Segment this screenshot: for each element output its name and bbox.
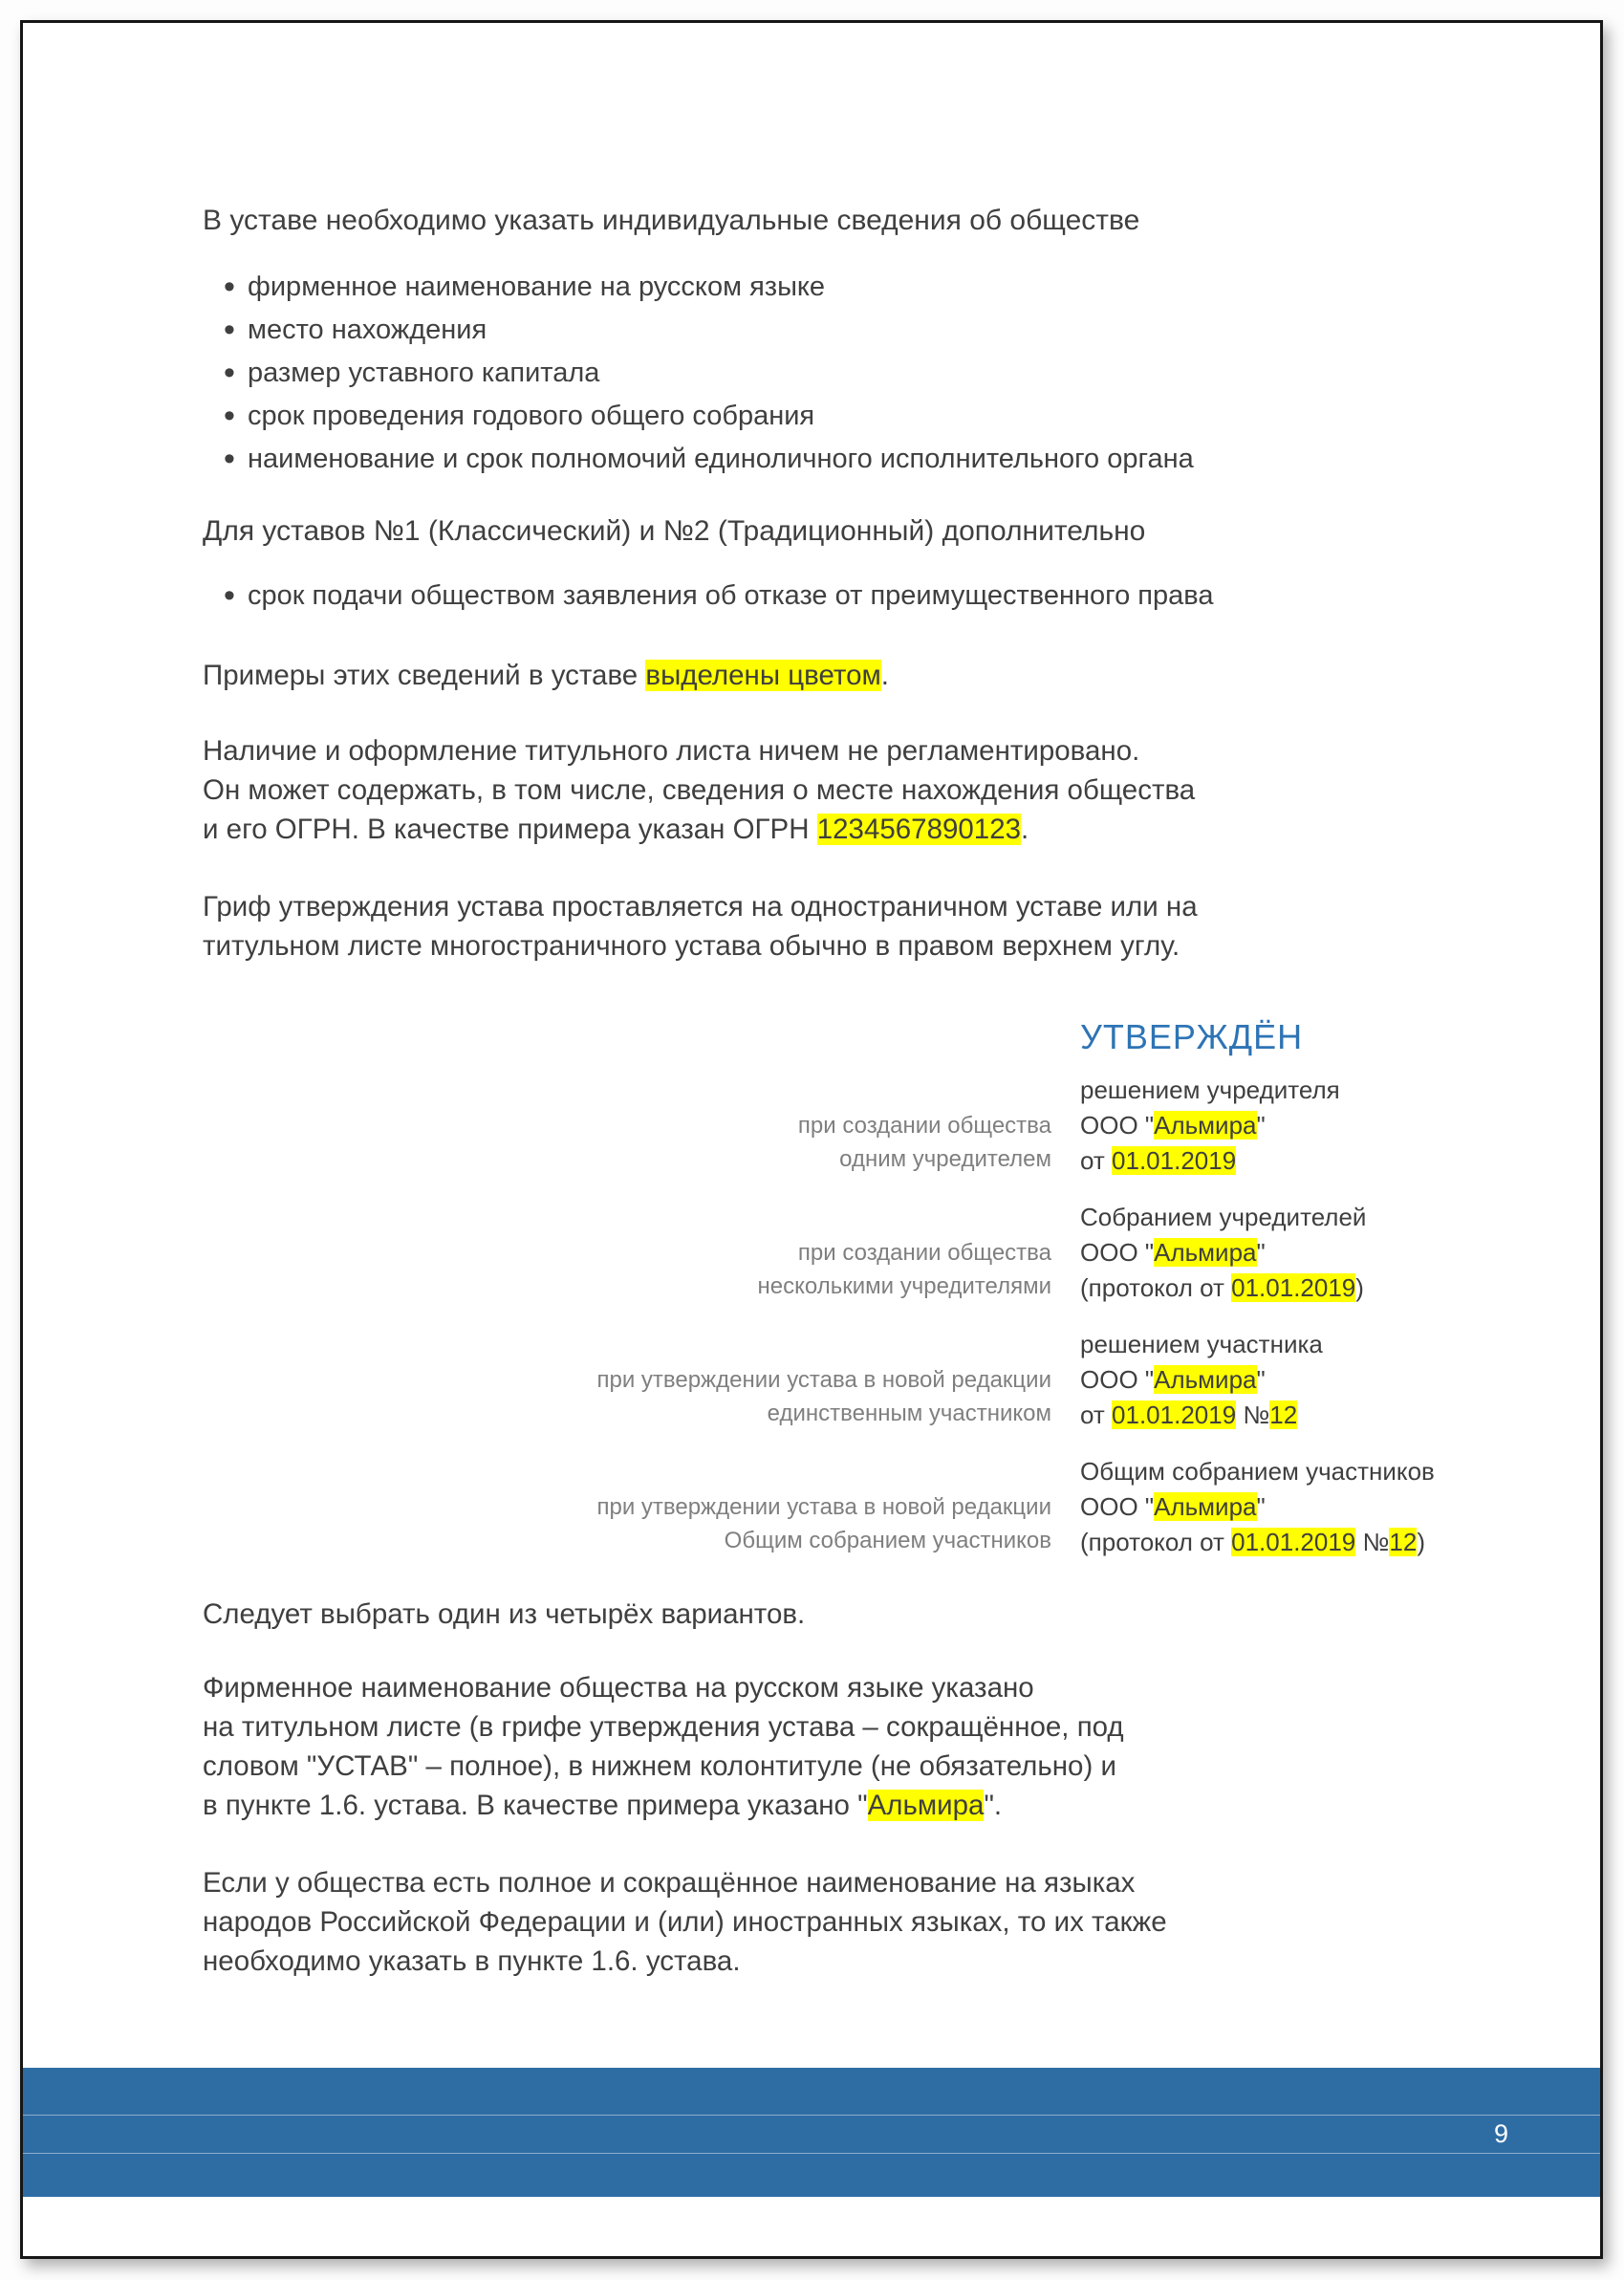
text-line xyxy=(1080,1454,1438,1489)
charter-details-list xyxy=(203,266,1438,481)
text-segment: " xyxy=(1256,1238,1266,1267)
text-line xyxy=(1080,1143,1438,1179)
bullet-item: • фирменное наименование на русском языке xyxy=(203,266,1438,309)
highlighted-text: 01.01.2019 xyxy=(1231,1273,1356,1302)
paragraph-approval-stamp xyxy=(203,887,1438,966)
approved-stamp-heading: УТВЕРЖДЁН xyxy=(1080,1017,1304,1056)
text-segment: на титульном листе (в грифе утверждения устава – сокращённое, под xyxy=(203,1711,1124,1743)
highlighted-text: 01.01.2019 xyxy=(1231,1528,1356,1556)
text-line xyxy=(1080,1525,1438,1560)
text-segment: от xyxy=(1080,1401,1113,1429)
section-heading-individual-details: В уставе необходимо указать индивидуальные сведения об обществе xyxy=(203,205,1140,236)
highlighted-text: 01.01.2019 xyxy=(1112,1146,1237,1175)
text-segment: Наличие и оформление титульного листа ничем не регламентировано. xyxy=(203,735,1140,767)
text-segment: ) xyxy=(1417,1528,1425,1556)
text-segment: от xyxy=(1080,1146,1113,1175)
approval-variant-row xyxy=(203,1327,1438,1433)
paragraph-examples-highlighted xyxy=(203,656,1438,695)
highlighted-text: 01.01.2019 xyxy=(1112,1401,1237,1429)
additional-details-list xyxy=(203,575,1438,618)
text-segment: народов Российской Федерации и (или) иностранных языках, то их также xyxy=(203,1906,1167,1938)
bullet-item: • срок подачи обществом заявления об отказе от преимущественного права xyxy=(203,575,1438,618)
text-segment: Если у общества есть полное и сокращённое наименование на языках xyxy=(203,1867,1136,1899)
text-segment: Общим собранием участников xyxy=(1080,1457,1435,1486)
approval-variant-row xyxy=(203,1073,1438,1179)
text-line xyxy=(1080,1398,1438,1433)
text-segment: Примеры этих сведений в уставе xyxy=(203,660,646,691)
bullet-item: • срок проведения годового общего собрания xyxy=(203,395,1438,438)
variant-caption xyxy=(203,1236,1051,1306)
footer-separator-line xyxy=(23,2153,1600,2154)
text-segment: в пункте 1.6. устава. В качестве примера указано " xyxy=(203,1790,868,1821)
highlighted-text: 1234567890123 xyxy=(816,814,1022,845)
footer-separator-line xyxy=(23,2115,1600,2116)
approval-variant-row xyxy=(203,1200,1438,1306)
text-line xyxy=(1080,1073,1438,1108)
text-line xyxy=(1080,1327,1438,1362)
page-content xyxy=(203,23,1438,1981)
text-segment: и его ОГРН. В качестве примера указан ОГРН xyxy=(203,814,817,845)
text-line xyxy=(1080,1489,1438,1525)
variant-approval-text xyxy=(1080,1327,1438,1433)
paragraph-company-name xyxy=(203,1668,1438,1825)
caption-line: при создании общества xyxy=(797,1113,1051,1139)
text-segment: словом "УСТАВ" – полное), в нижнем колонтитуле (не обязательно) и xyxy=(203,1750,1116,1782)
text-segment: № xyxy=(1355,1528,1390,1556)
paragraph-other-languages xyxy=(203,1863,1438,1981)
text-segment: титульном листе многостраничного устава обычно в правом верхнем углу. xyxy=(203,930,1180,962)
text-line xyxy=(203,1942,1438,1981)
text-line xyxy=(203,1747,1438,1786)
text-segment: (протокол от xyxy=(1080,1273,1232,1302)
approval-variants-table xyxy=(203,1073,1438,1560)
variant-approval-text xyxy=(1080,1454,1438,1560)
text-line xyxy=(203,731,1438,771)
text-segment: ООО " xyxy=(1080,1365,1155,1394)
text-segment: . xyxy=(880,660,889,691)
text-line xyxy=(203,1863,1438,1902)
bullet-item: • наименование и срок полномочий единоличного исполнительного органа xyxy=(203,438,1438,481)
caption-line: одним учредителем xyxy=(839,1146,1051,1172)
text-segment: № xyxy=(1236,1401,1270,1429)
caption-line: при утверждении устава в новой редакции xyxy=(596,1494,1051,1520)
variant-caption xyxy=(203,1363,1051,1433)
caption-line: единственным участником xyxy=(767,1401,1051,1426)
text-segment: ". xyxy=(984,1790,1003,1821)
text-segment: Следует выбрать один из четырёх вариантов. xyxy=(203,1598,806,1630)
text-segment: " xyxy=(1256,1365,1266,1394)
text-segment: (протокол от xyxy=(1080,1528,1232,1556)
text-segment: Он может содержать, в том числе, сведения о месте нахождения общества xyxy=(203,774,1196,806)
text-segment: " xyxy=(1256,1492,1266,1521)
text-segment: Фирменное наименование общества на русском языке указано xyxy=(203,1672,1034,1704)
text-segment: ООО " xyxy=(1080,1238,1155,1267)
text-line xyxy=(1080,1235,1438,1270)
text-segment: Собранием учредителей xyxy=(1080,1203,1367,1231)
text-line xyxy=(203,771,1438,810)
highlighted-text: Альмира xyxy=(867,1790,985,1821)
text-line xyxy=(1080,1108,1438,1143)
text-segment: решением участника xyxy=(1080,1330,1323,1358)
caption-line: при создании общества xyxy=(797,1240,1051,1266)
text-segment: Гриф утверждения устава проставляется на одностраничном уставе или на xyxy=(203,891,1198,923)
text-segment: необходимо указать в пункте 1.6. устава. xyxy=(203,1945,741,1977)
text-segment: ООО " xyxy=(1080,1492,1155,1521)
text-line xyxy=(203,656,1438,695)
caption-line: Общим собранием участников xyxy=(724,1528,1051,1553)
variant-caption xyxy=(203,1109,1051,1179)
text-line xyxy=(203,1668,1438,1707)
text-line xyxy=(203,810,1438,849)
variant-caption xyxy=(203,1490,1051,1560)
highlighted-text: Альмира xyxy=(1154,1111,1257,1140)
text-line xyxy=(1080,1200,1438,1235)
paragraph-title-sheet xyxy=(203,731,1438,849)
text-line xyxy=(203,1707,1438,1747)
text-line xyxy=(203,1902,1438,1942)
highlighted-text: выделены цветом xyxy=(645,660,881,691)
text-line xyxy=(203,926,1438,966)
variant-approval-text xyxy=(1080,1073,1438,1179)
footer-band xyxy=(23,2068,1600,2197)
approval-variant-row xyxy=(203,1454,1438,1560)
text-segment: решением учредителя xyxy=(1080,1075,1340,1104)
highlighted-text: Альмира xyxy=(1154,1365,1257,1394)
section-heading-additional-for-charters: Для уставов №1 (Классический) и №2 (Традиционный) дополнительно xyxy=(203,515,1146,547)
text-line xyxy=(203,887,1438,926)
bullet-item: • место нахождения xyxy=(203,309,1438,352)
highlighted-text: 12 xyxy=(1269,1401,1298,1429)
text-segment: . xyxy=(1021,814,1029,845)
highlighted-text: 12 xyxy=(1389,1528,1418,1556)
bullet-item: • размер уставного капитала xyxy=(203,352,1438,395)
document-page xyxy=(20,20,1603,2259)
text-line xyxy=(1080,1362,1438,1398)
highlighted-text: Альмира xyxy=(1154,1238,1257,1267)
variant-approval-text xyxy=(1080,1200,1438,1306)
text-segment: " xyxy=(1256,1111,1266,1140)
highlighted-text: Альмира xyxy=(1154,1492,1257,1521)
page-number: 9 xyxy=(1493,2119,1508,2148)
text-line xyxy=(1080,1270,1438,1306)
paragraph-choose-variant xyxy=(203,1595,1438,1634)
caption-line: при утверждении устава в новой редакции xyxy=(596,1367,1051,1393)
caption-line: несколькими учредителями xyxy=(757,1273,1051,1299)
text-line xyxy=(203,1786,1438,1825)
text-line xyxy=(203,1595,1438,1634)
text-segment: ) xyxy=(1355,1273,1364,1302)
text-segment: ООО " xyxy=(1080,1111,1155,1140)
